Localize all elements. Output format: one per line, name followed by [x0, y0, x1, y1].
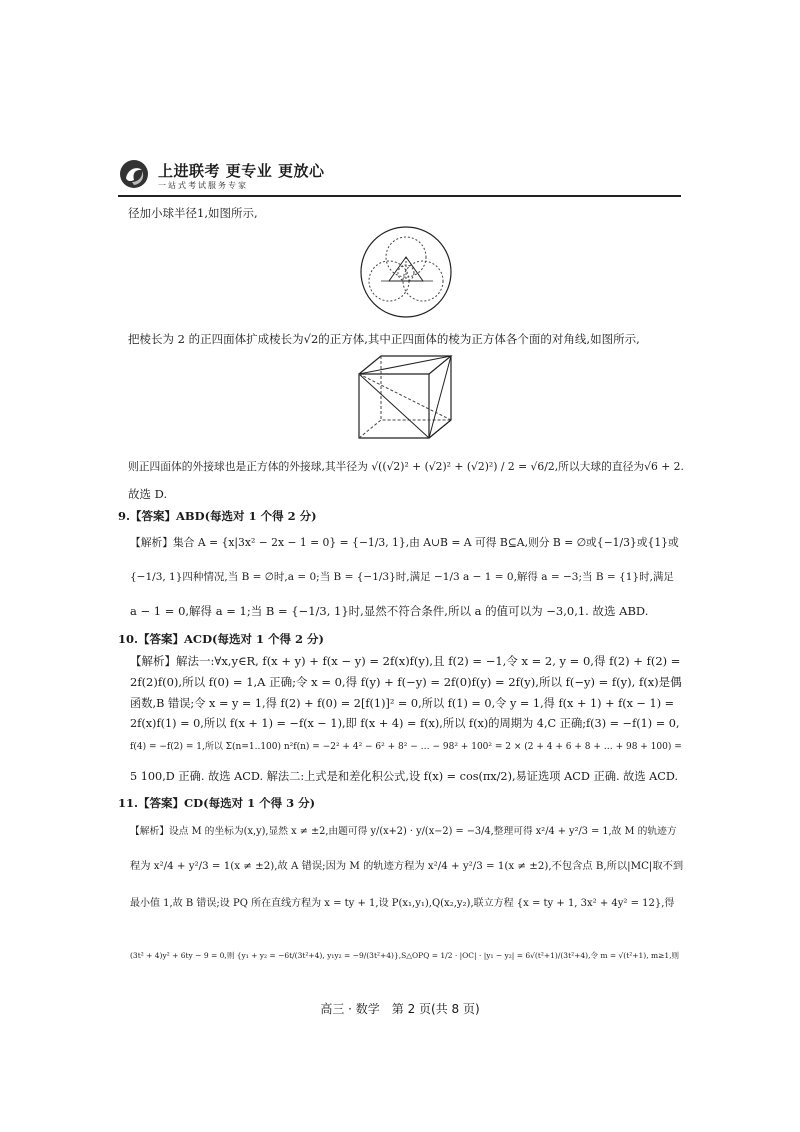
text-line: {−1/3, 1}四种情况,当 B = ∅时,a = 0;当 B = {−1/3}时,满足 −1/3 a − 1 = 0,解得 a = −3;当 B = {1}时,满足: [130, 571, 674, 583]
text-line: (3t² + 4)y² + 6ty − 9 = 0,则 {y₁ + y₂ = −6t/(3t²+4), y₁y₂ = −9/(3t²+4)},S△OPQ = 1/2 · |OC| · |y₁ − y₂| = 6√(t²+1)/(3t²+4),令 m = √(t²+1), m≥1,则: [130, 951, 680, 960]
text-line: 最小值 1,故 B 错误;设 PQ 所在直线方程为 x = ty + 1,设 P(x₁,y₁),Q(x₂,y₂),联立方程 {x = ty + 1, 3x² + 4y² = 12},得: [130, 898, 675, 909]
text-line: 函数,B 错误;令 x = y = 1,得 f(2) + f(0) = 2[f(1)]² = 0,所以 f(1) = 0,令 y = 1,得 f(x + 1) + f(x − 1) =: [130, 697, 675, 710]
brand-slogan: 一站式考试服务专家: [158, 181, 248, 190]
spheres-figure: [351, 225, 461, 320]
text-line: 径加小球半径1,如图所示,: [128, 206, 258, 220]
text-line: 【解析】设点 M 的坐标为(x,y),显然 x ≠ ±2,由题可得 y/(x+2) · y/(x−2) = −3/4,整理可得 x²/4 + y²/3 = 1,故 M 的轨迹方: [130, 826, 677, 837]
brand-name: 上进联考 更专业 更放心: [158, 162, 325, 180]
cube-figure: [351, 352, 461, 442]
page-header: [118, 158, 678, 198]
answer-heading: 9.【答案】ABD(每选对 1 个得 2 分): [118, 509, 317, 523]
text-line: 程为 x²/4 + y²/3 = 1(x ≠ ±2),故 A 错误;因为 M 的轨迹方程为 x²/4 + y²/3 = 1(x ≠ ±2),不包含点 B,所以|MC|取不到: [130, 860, 684, 872]
text-line: 把棱长为 2 的正四面体扩成棱长为√2的正方体,其中正四面体的棱为正方体各个面的对角线,如图所示,: [128, 332, 640, 346]
header-divider: [118, 195, 681, 197]
text-line: 故选 D.: [128, 487, 168, 501]
text-line: a − 1 = 0,解得 a = 1;当 B = {−1/3, 1}时,显然不符合条件,所以 a 的值可以为 −3,0,1. 故选 ABD.: [130, 604, 649, 618]
text-line: 2f(2)f(0),所以 f(0) = 1,A 正确;令 x = 0,得 f(y) + f(−y) = 2f(0)f(y) = 2f(y),所以 f(−y) = f(y), f(x)是偶: [130, 675, 682, 689]
text-line: 则正四面体的外接球也是正方体的外接球,其半径为 √((√2)² + (√2)² + (√2)²) / 2 = √6/2,所以大球的直径为√6 + 2.: [128, 460, 684, 473]
answer-heading: 11.【答案】CD(每选对 1 个得 3 分): [118, 796, 316, 810]
text-line: 【解析】解法一:∀x,y∈R, f(x + y) + f(x − y) = 2f(x)f(y),且 f(2) = −1,令 x = 2, y = 0,得 f(2) + f(2) =: [130, 654, 681, 668]
text-line: 【解析】集合 A = {x|3x² − 2x − 1 = 0} = {−1/3, 1},由 A∪B = A 可得 B⊆A,则分 B = ∅或{−1/3}或{1}或: [130, 536, 679, 549]
answer-heading: 10.【答案】ACD(每选对 1 个得 2 分): [118, 632, 324, 646]
text-line: 2f(x)f(1) = 0,所以 f(x + 1) = −f(x − 1),即 f(x + 4) = f(x),所以 f(x)的周期为 4,C 正确;f(3) = −f(1) = 0,: [130, 717, 680, 730]
text-line: f(4) = −f(2) = 1,所以 Σ(n=1..100) n²f(n) = −2² + 4² − 6² + 8² − … − 98² + 100² = 2 × (2 + 4 + 6 + 8 + … + 98 + 100) =: [130, 742, 682, 752]
text-line: 5 100,D 正确. 故选 ACD. 解法二:上式是和差化积公式,设 f(x) = cos(πx/2),易证选项 ACD 正确. 故选 ACD.: [130, 770, 679, 783]
brand-logo-icon: [118, 158, 150, 190]
page-footer: 高三 · 数学 第 2 页(共 8 页): [320, 1002, 480, 1016]
